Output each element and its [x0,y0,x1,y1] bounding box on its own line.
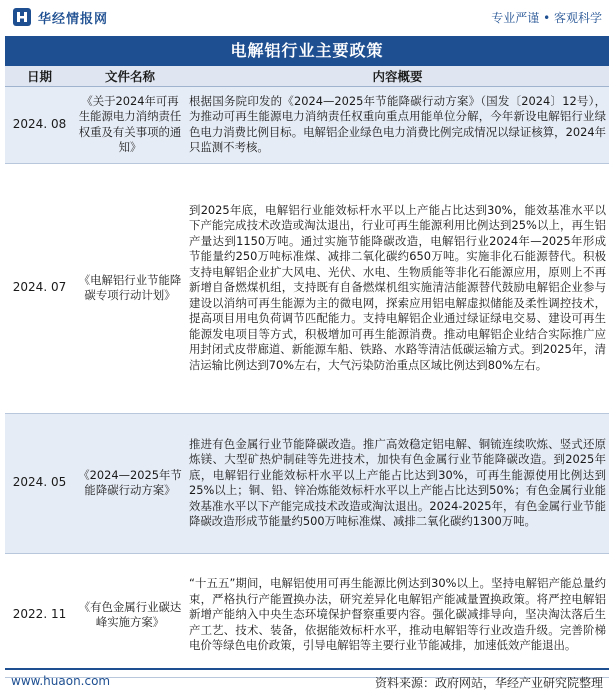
row-summary: 推进有色金属行业节能降碳改造。推广高效稳定铝电解、铜锍连续吹炼、竖式还原炼镁、大型矿热炉制硅等先进技术，加快有色金属行业节能降碳改造。到2025年底，电解铝行业能效标杆水平以上产能占比达到30%，可再生能源使用比例达到25%以上；铜、铅、锌冶炼能效标杆水平以上产能占比达到50%；有色金属行业能效基准水平以下产能完成技术改造或淘汰退出。2024-2025年，有色金属行业节能降碳改造形成节能量约500万吨标准煤、减排二氧化碳约1300万吨。 [186,413,609,553]
row-document: 《2024—2025年节能降碳行动方案》 [74,413,186,553]
row-date: 2022. 11 [5,553,74,677]
row-date: 2024. 07 [5,163,74,413]
table-row [5,163,609,413]
row-summary: 根据国务院印发的《2024—2025年节能降碳行动方案》（国发〔2024〕12号），为推动可再生能源电力消纳责任权重向重点用能单位分解，今年新设电解铝行业绿色电力消费比例目标。电解铝企业绿色电力消费比例完成情况以绿证核算，2024年只监测不考核。 [186,86,609,163]
brand-name: 华经情报网 [38,12,109,27]
column-header-date: 日期 [5,66,74,86]
row-summary: 到2025年底，电解铝行业能效标杆水平以上产能占比达到30%，能效基准水平以下产能完成技术改造或淘汰退出，行业可再生能源利用比例达到25%以上，再生铝产量达到1150万吨。通过实施节能降碳改造，电解铝行业2024年—2025年形成节能量约250万吨标准煤、减排二氧化碳约650万吨。实施非化石能源替代。积极支持电解铝企业扩大风电、光伏、水电、生物质能等非化石能源应用，原则上不再新增自备燃煤机组，支持既有自备燃煤机组实施清洁能源替代鼓励电解铝企业参与建设以消纳可再生能源为主的微电网，探索应用铝电解虚拟储能及柔性调控技术，提高项目用电负荷调节匹配能力。支持电解铝企业通过绿证绿电交易、建设可再生能源发电项目等方式，积极增加可再生能源消费。推动电解铝企业结合实际推广应用封闭式皮带廊道、新能源车船、铁路、水路等清洁低碳运输方式。到2025年，清洁运输比例达到70%左右，大气污染防治重点区域比例达到80%左右。 [186,163,609,413]
table-row [5,86,609,163]
policy-table [5,66,609,678]
slogan: 专业严谨 • 客观科学 [491,11,602,25]
page-title: 电解铝行业主要政策 [5,36,609,66]
huajing-logo-icon [12,7,32,27]
data-source: 资料来源：政府网站，华经产业研究院整理 [374,676,603,690]
table-row [5,413,609,553]
row-document: 《有色金属行业碳达峰实施方案》 [74,553,186,677]
row-document: 《关于2024年可再生能源电力消纳责任权重及有关事项的通知》 [74,86,186,163]
column-header-summary: 内容概要 [186,66,609,86]
row-date: 2024. 05 [5,413,74,553]
footer [5,668,609,692]
website-link[interactable]: www.huaon.com [11,674,111,688]
row-date: 2024. 08 [5,86,74,163]
row-document: 《电解铝行业节能降碳专项行动计划》 [74,163,186,413]
top-bar [0,0,614,33]
table-row [5,553,609,677]
row-summary: “十五五”期间，电解铝使用可再生能源比例达到30%以上。坚持电解铝产能总量约束，严格执行产能置换办法，研究差异化电解铝产能减量置换政策。将严控电解铝新增产能纳入中央生态环境保护督察重要内容。强化碳减排导向，坚决淘汰落后生产工艺、技术、装备，依据能效标杆水平，推动电解铝等行业改造升级。完善阶梯电价等绿色电价政策，引导电解铝等主要行业节能减排，加速低效产能退出。 [186,553,609,677]
column-header-document: 文件名称 [74,66,186,86]
table-header-row [5,66,609,86]
